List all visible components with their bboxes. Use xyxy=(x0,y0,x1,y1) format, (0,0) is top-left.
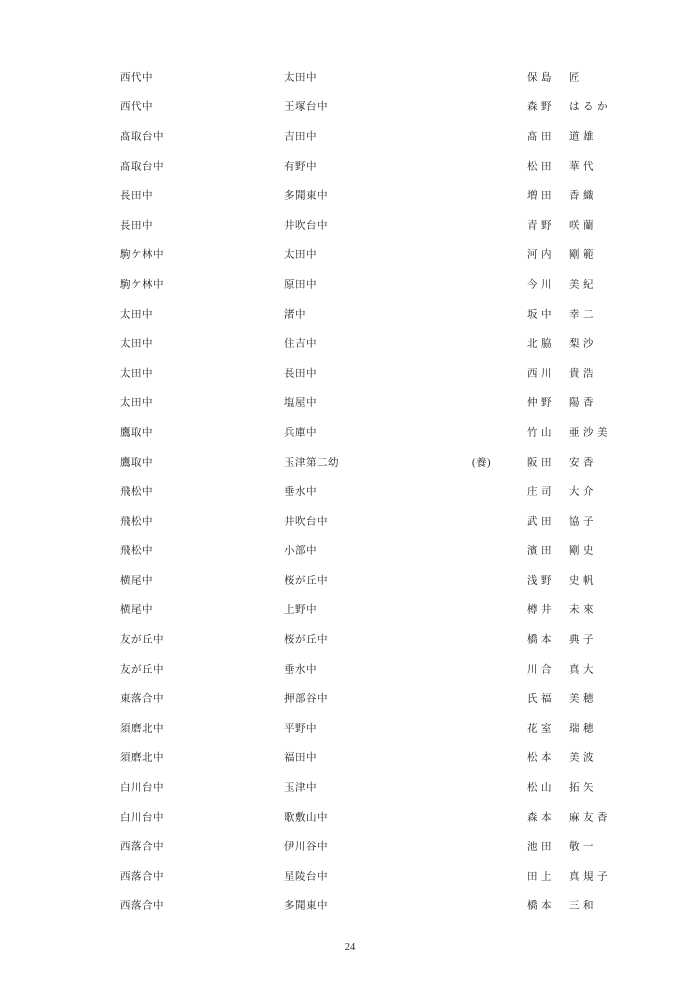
assignment-row xyxy=(0,299,700,329)
destination-school-label: 押部谷中 xyxy=(284,693,328,705)
origin-school-label: 西落合中 xyxy=(120,871,164,883)
person-name: 竹山 亜沙美 xyxy=(527,427,611,439)
assignment-row xyxy=(0,861,700,891)
person-name: 仲野 陽香 xyxy=(527,397,597,409)
destination-school-label: 玉津第二幼 xyxy=(284,457,339,469)
destination-school-label: 太田中 xyxy=(284,72,317,84)
person-name: 今川 美紀 xyxy=(527,279,597,291)
person-name: 西川 貴浩 xyxy=(527,368,597,380)
assignment-row xyxy=(0,772,700,802)
assignment-row xyxy=(0,328,700,358)
origin-school-label: 西落合中 xyxy=(120,900,164,912)
origin-school-label: 太田中 xyxy=(120,338,153,350)
origin-school-label: 横尾中 xyxy=(120,604,153,616)
destination-school-label: 多聞東中 xyxy=(284,190,328,202)
assignment-row xyxy=(0,713,700,743)
person-name: 松田 華代 xyxy=(527,161,597,173)
person-name: 氏福 美穂 xyxy=(527,693,597,705)
destination-school-label: 原田中 xyxy=(284,279,317,291)
destination-school-label: 小部中 xyxy=(284,545,317,557)
origin-school-label: 長田中 xyxy=(120,220,153,232)
assignment-row xyxy=(0,151,700,181)
assignment-row xyxy=(0,683,700,713)
destination-school-label: 星陵台中 xyxy=(284,871,328,883)
destination-school-label: 吉田中 xyxy=(284,131,317,143)
person-name: 樽井 未來 xyxy=(527,604,597,616)
destination-school-label: 上野中 xyxy=(284,604,317,616)
assignment-row xyxy=(0,476,700,506)
assignment-row xyxy=(0,358,700,388)
person-name: 森野 はるか xyxy=(527,101,611,113)
origin-school-label: 太田中 xyxy=(120,309,153,321)
assignment-row xyxy=(0,269,700,299)
person-name: 橋本 典子 xyxy=(527,634,597,646)
assignment-row xyxy=(0,802,700,832)
destination-school-label: 伊川谷中 xyxy=(284,841,328,853)
assignment-row xyxy=(0,62,700,92)
school-type-note: (養) xyxy=(472,457,491,469)
assignment-row xyxy=(0,417,700,447)
origin-school-label: 太田中 xyxy=(120,397,153,409)
origin-school-label: 東落合中 xyxy=(120,693,164,705)
origin-school-label: 友が丘中 xyxy=(120,664,164,676)
person-name: 松本 美波 xyxy=(527,752,597,764)
assignment-row xyxy=(0,506,700,536)
destination-school-label: 王塚台中 xyxy=(284,101,328,113)
assignment-row xyxy=(0,180,700,210)
assignment-row xyxy=(0,388,700,418)
page-number: 24 xyxy=(344,942,356,953)
destination-school-label: 井吹台中 xyxy=(284,516,328,528)
origin-school-label: 駒ケ林中 xyxy=(120,279,164,291)
assignment-row xyxy=(0,565,700,595)
destination-school-label: 垂水中 xyxy=(284,486,317,498)
person-name: 北脇 梨沙 xyxy=(527,338,597,350)
assignment-row xyxy=(0,831,700,861)
origin-school-label: 駒ケ林中 xyxy=(120,249,164,261)
origin-school-label: 鷹取中 xyxy=(120,457,153,469)
person-name: 森本 麻友香 xyxy=(527,812,611,824)
assignment-row xyxy=(0,743,700,773)
destination-school-label: 太田中 xyxy=(284,249,317,261)
person-name: 松山 拓矢 xyxy=(527,782,597,794)
origin-school-label: 太田中 xyxy=(120,368,153,380)
origin-school-label: 鷹取中 xyxy=(120,427,153,439)
origin-school-label: 須磨北中 xyxy=(120,752,164,764)
assignment-row xyxy=(0,447,700,477)
person-name: 青野 咲蘭 xyxy=(527,220,597,232)
person-name: 川合 真大 xyxy=(527,664,597,676)
origin-school-label: 西代中 xyxy=(120,101,153,113)
person-name: 坂中 幸二 xyxy=(527,309,597,321)
person-name: 浅野 史帆 xyxy=(527,575,597,587)
destination-school-label: 垂水中 xyxy=(284,664,317,676)
person-name: 濱田 剛史 xyxy=(527,545,597,557)
destination-school-label: 桜が丘中 xyxy=(284,634,328,646)
assignment-row xyxy=(0,536,700,566)
origin-school-label: 須磨北中 xyxy=(120,723,164,735)
person-name: 花室 瑞穂 xyxy=(527,723,597,735)
person-name: 武田 協子 xyxy=(527,516,597,528)
origin-school-label: 西落合中 xyxy=(120,841,164,853)
origin-school-label: 友が丘中 xyxy=(120,634,164,646)
origin-school-label: 横尾中 xyxy=(120,575,153,587)
assignment-row xyxy=(0,240,700,270)
destination-school-label: 玉津中 xyxy=(284,782,317,794)
origin-school-label: 飛松中 xyxy=(120,486,153,498)
person-name: 保島 匠 xyxy=(527,72,583,84)
origin-school-label: 飛松中 xyxy=(120,545,153,557)
origin-school-label: 西代中 xyxy=(120,72,153,84)
person-name: 庄司 大介 xyxy=(527,486,597,498)
origin-school-label: 白川台中 xyxy=(120,812,164,824)
origin-school-label: 飛松中 xyxy=(120,516,153,528)
destination-school-label: 福田中 xyxy=(284,752,317,764)
person-name: 池田 敬一 xyxy=(527,841,597,853)
destination-school-label: 有野中 xyxy=(284,161,317,173)
assignment-row xyxy=(0,624,700,654)
destination-school-label: 塩屋中 xyxy=(284,397,317,409)
destination-school-label: 長田中 xyxy=(284,368,317,380)
origin-school-label: 髙取台中 xyxy=(120,131,164,143)
destination-school-label: 井吹台中 xyxy=(284,220,328,232)
destination-school-label: 兵庫中 xyxy=(284,427,317,439)
assignment-row xyxy=(0,92,700,122)
destination-school-label: 渚中 xyxy=(284,309,306,321)
assignment-list xyxy=(0,62,700,920)
destination-school-label: 多聞東中 xyxy=(284,900,328,912)
person-name: 田上 真規子 xyxy=(527,871,611,883)
assignment-row xyxy=(0,210,700,240)
person-name: 阪田 安香 xyxy=(527,457,597,469)
origin-school-label: 髙取台中 xyxy=(120,161,164,173)
person-name: 増田 香織 xyxy=(527,190,597,202)
person-name: 髙田 道雄 xyxy=(527,131,597,143)
assignment-row xyxy=(0,891,700,921)
assignment-row xyxy=(0,121,700,151)
origin-school-label: 白川台中 xyxy=(120,782,164,794)
person-name: 河内 剛範 xyxy=(527,249,597,261)
destination-school-label: 平野中 xyxy=(284,723,317,735)
destination-school-label: 住吉中 xyxy=(284,338,317,350)
person-name: 橋本 三和 xyxy=(527,900,597,912)
destination-school-label: 桜が丘中 xyxy=(284,575,328,587)
assignment-row xyxy=(0,595,700,625)
origin-school-label: 長田中 xyxy=(120,190,153,202)
destination-school-label: 歌敷山中 xyxy=(284,812,328,824)
assignment-row xyxy=(0,654,700,684)
